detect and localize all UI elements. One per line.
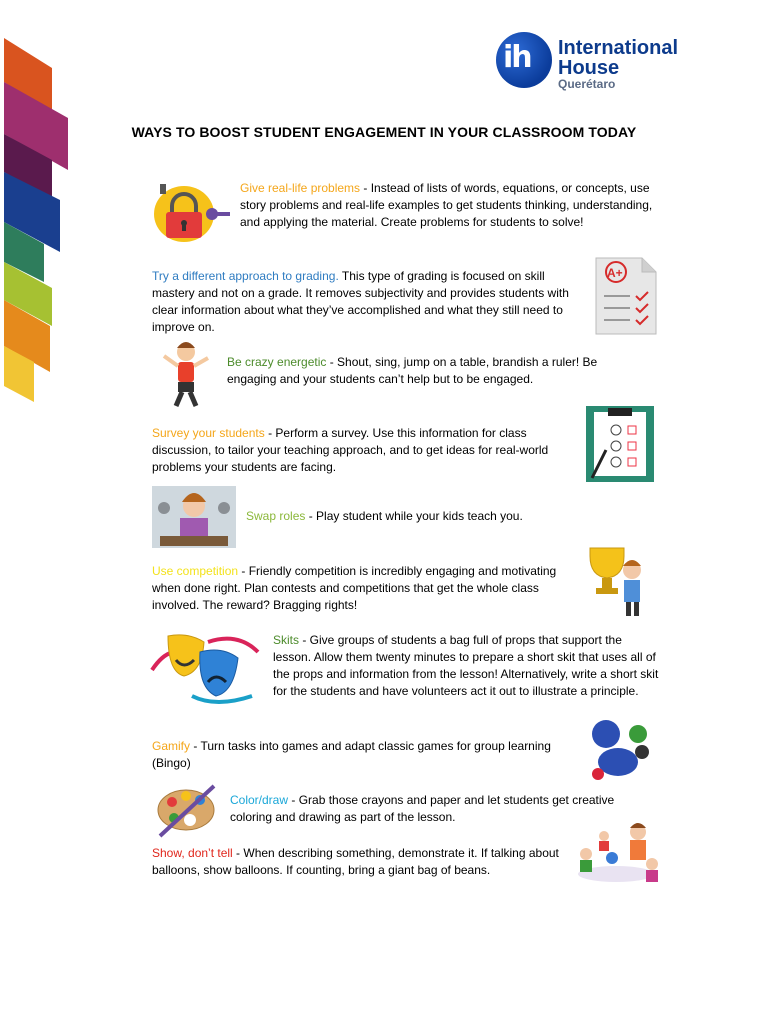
survey-clipboard-icon: [586, 406, 654, 487]
ih-logo-letters: ih: [503, 40, 531, 75]
tip-keyword: Skits: [273, 633, 300, 647]
tip-description: This type of grading is focused on skill mastery and not on a grade. It removes subjectivity and provides students with clear information about what they’ve accomplished and what they still need to improve on.: [152, 269, 569, 334]
tip-description: - Give groups of students a bag full of props that support the lesson. Allow them twenty minutes to prepare a short skit that uses all of the props and information from the lesson! Alternatively, write a short skit for the students and have volunteers act it out to illustrate a principle.: [273, 633, 659, 698]
tip-energetic: [227, 354, 627, 388]
tip-keyword: Use competition: [152, 564, 239, 578]
tip-keyword: Be crazy energetic: [227, 355, 327, 369]
game-pawn-icon: [588, 716, 652, 787]
page-title: WAYS TO BOOST STUDENT ENGAGEMENT IN YOUR CLASSROOM TODAY: [131, 124, 637, 140]
theater-masks-icon: [148, 630, 262, 711]
international-house-logo: [496, 30, 679, 94]
tip-competition: [152, 563, 572, 614]
jumping-boy-icon: [160, 340, 212, 417]
tip-grading: [152, 268, 582, 336]
tip-keyword: Swap roles: [246, 509, 306, 523]
tip-real-life-problems: [240, 180, 660, 231]
trophy-kid-icon: [586, 542, 650, 623]
tip-keyword: Gamify: [152, 739, 191, 753]
logo-location: Querétaro: [558, 77, 616, 91]
tip-keyword: Try a different approach to grading.: [152, 269, 339, 283]
tip-description: - Play student while your kids teach you.: [305, 509, 523, 523]
logo-line-1: International: [558, 37, 679, 59]
tip-keyword: Give real-life problems: [240, 181, 361, 195]
logo-line-2: House: [558, 57, 620, 79]
tip-description: - Perform a survey. Use this information for class discussion, to tailor your teaching approach, and to get ideas for real-world problems your students are facing.: [152, 426, 549, 474]
tip-description: - Grab those crayons and paper and let students get creative coloring and drawing as part of the lesson.: [230, 793, 615, 824]
tip-survey: [152, 425, 582, 476]
graded-paper-icon: [594, 256, 658, 341]
tip-show-dont-tell: [152, 845, 562, 879]
tip-skits: [273, 632, 663, 700]
decorative-color-stripes: [0, 0, 80, 420]
tip-gamify: [152, 738, 577, 772]
paint-palette-icon: [156, 782, 220, 843]
tip-description: - When describing something, demonstrate it. If talking about balloons, show balloons. If counting, bring a giant bag of beans.: [152, 846, 559, 877]
tip-swap-roles: [246, 508, 606, 525]
tip-keyword: Color/draw: [230, 793, 289, 807]
padlock-key-icon: [150, 180, 232, 249]
teacher-kids-icon: [566, 818, 666, 895]
tip-keyword: Survey your students: [152, 426, 265, 440]
tip-keyword: Show, don’t tell: [152, 846, 233, 860]
tip-description: - Turn tasks into games and adapt classic games for group learning (Bingo): [152, 739, 551, 770]
tip-description: - Shout, sing, jump on a table, brandish a ruler! Be engaging and your students can’t help but to be engaged.: [227, 355, 598, 386]
tip-description: - Instead of lists of words, equations, or concepts, use story problems and real-life examples to get students thinking, understanding, and applying the material. Create problems for students to solve!: [240, 181, 653, 229]
tip-description: - Friendly competition is incredibly engaging and motivating when done right. Plan contests and competitions that get the whole class involved. The reward? Bragging rights!: [152, 564, 557, 612]
logo-name: [558, 38, 678, 78]
svg-text:A+: A+: [607, 266, 623, 280]
ih-logo-mark: [496, 32, 552, 88]
student-at-desk-icon: [152, 486, 236, 553]
